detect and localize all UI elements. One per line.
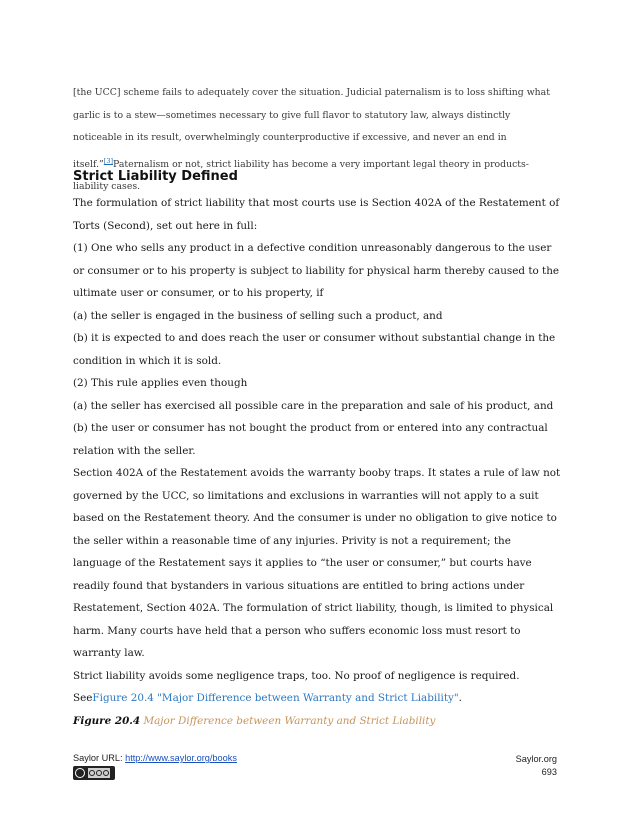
paragraph-end: .	[458, 692, 462, 704]
footer-page-info	[516, 753, 557, 778]
paragraph	[73, 665, 561, 710]
paragraph: (2) This rule applies even though	[73, 377, 248, 389]
footnote-link[interactable]: [3]	[103, 156, 113, 165]
footer-prefix: Saylor URL:	[73, 753, 126, 763]
paragraph: The formulation of strict liability that most courts use is Section 402A of the Restatement of Torts (Second), set out here in full:	[73, 197, 560, 232]
figure-caption	[73, 710, 561, 733]
page-number: 693	[541, 766, 557, 777]
paragraph: Section 402A of the Restatement avoids the warranty booby traps. It states a rule of law not governed by the UCC, so limitations and exclusions in warranties will not apply to a suit based on the Restatement theory. And the consumer is under no obligation to give notice to the seller within a reasonable time of any injuries. Privity is not a requirement; the language of the Restatement says it applies to “the user or consumer,” but courts have readily found that bystanders in various situations are entitled to bring actions under Restatement, Section 402A. The formulation of strict liability, though, is limited to physical harm. Many courts have held that a person who suffers economic loss must resort to warranty law.	[73, 467, 561, 659]
footer-source	[73, 753, 237, 763]
paragraph: (a) the seller is engaged in the business of selling such a product, and	[73, 309, 443, 322]
footer-url-link[interactable]: http://www.saylor.org/books	[125, 753, 237, 763]
figure-link[interactable]: Figure 20.4 "Major Difference between Warranty and Strict Liability"	[92, 692, 459, 704]
figure-title: Major Difference between Warranty and Strict Liability	[143, 714, 436, 727]
body-text	[73, 192, 561, 732]
paragraph-text: Strict liability avoids some negligence traps, too. No proof of negligence is required. See	[73, 669, 520, 704]
section-heading: Strict Liability Defined	[73, 169, 238, 184]
paragraph: (1) One who sells any product in a defective condition unreasonably dangerous to the user or consumer or to his property is subject to liability for physical harm thereby caused to the ultimate user or consumer, or to his property, if	[73, 242, 560, 299]
quote-text: [the UCC] scheme fails to adequately cover the situation. Judicial paternalism is to loss shifting what garlic is to a stew—sometimes necessary to give full flavor to statutory law, always distinctly noticeable in its result, overwhelmingly counterproductive if excessive, and never an end in itself.”	[73, 87, 550, 170]
paragraph: (b) the user or consumer has not bought the product from or entered into any contractual relation with the seller.	[73, 422, 548, 457]
paragraph: (b) it is expected to and does reach the user or consumer without substantial change in the condition in which it is sold.	[73, 332, 556, 367]
cc-by-nc-sa-icon	[73, 766, 115, 780]
footer-site: Saylor.org	[515, 754, 557, 764]
quote-continuation: Paternalism or not, strict liability has become a very important legal theory in products-liability cases.	[73, 158, 529, 193]
figure-label: Figure 20.4	[73, 714, 141, 727]
paragraph: (a) the seller has exercised all possible care in the preparation and sale of his product, and	[73, 399, 554, 412]
